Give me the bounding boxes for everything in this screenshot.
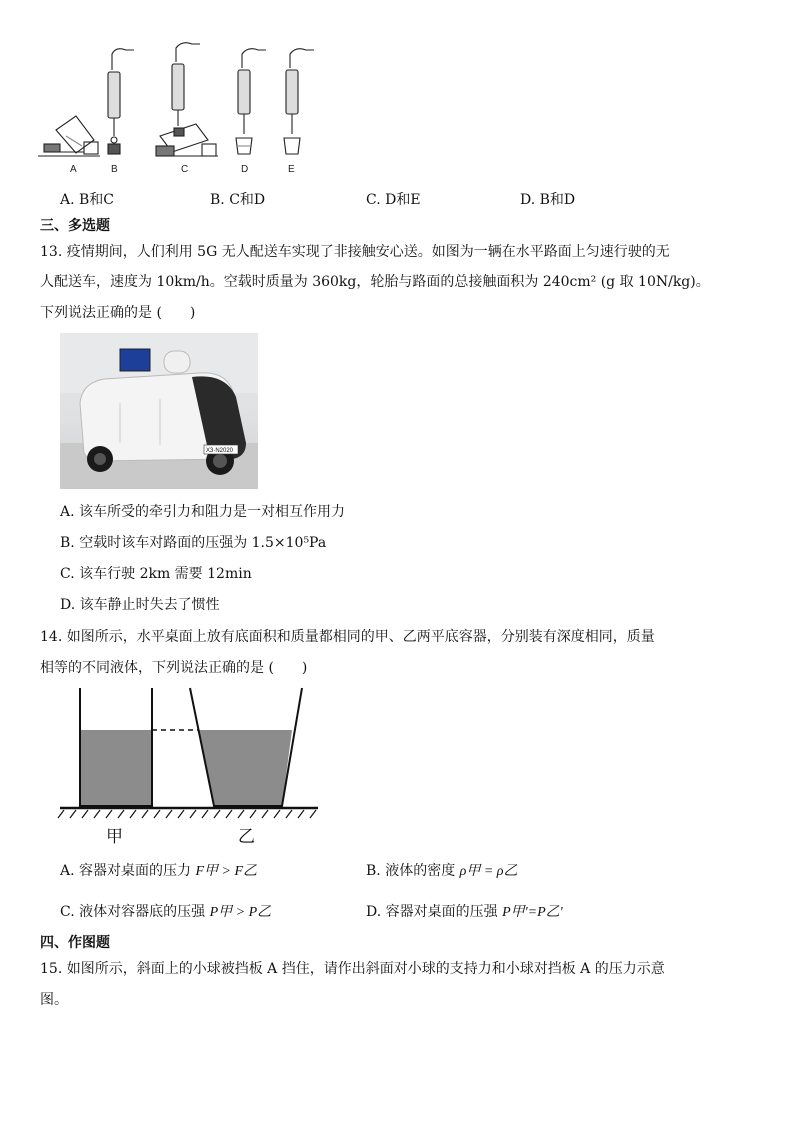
q14-option-b-text: B. 液体的密度 bbox=[366, 863, 460, 879]
q14-text-line2: 相等的不同液体，下列说法正确的是 ( ) bbox=[40, 660, 308, 676]
q12-figure bbox=[36, 40, 326, 180]
q13-text-line1: 13. 疫情期间，人们利用 5G 无人配送车实现了非接触安心送。如图为一辆在水平路面上匀速行驶的无 bbox=[40, 244, 670, 260]
license-plate: X3·N2020 bbox=[206, 448, 234, 454]
label-jia: 甲 bbox=[106, 827, 123, 847]
fig-label-c: C bbox=[181, 164, 189, 175]
q14-option-c bbox=[60, 903, 271, 922]
q12-option-a: A. B和C bbox=[60, 192, 115, 208]
q12-option-c: C. D和E bbox=[366, 192, 421, 208]
q14-option-a bbox=[60, 862, 257, 881]
q14-option-d bbox=[366, 903, 563, 922]
delivery-vehicle-photo bbox=[60, 333, 258, 489]
fig-label-e: E bbox=[288, 164, 295, 175]
q14-option-d-text: D. 容器对桌面的压强 bbox=[366, 904, 503, 920]
section-title-drawing: 四、作图题 bbox=[40, 935, 110, 951]
label-yi: 乙 bbox=[238, 827, 255, 847]
fig-label-a: A bbox=[70, 164, 77, 175]
fig-label-b: B bbox=[111, 164, 118, 175]
q14-option-b-formula: ρ甲 = ρ乙 bbox=[459, 864, 518, 879]
q13-option-b: B. 空载时该车对路面的压强为 1.5×10⁵Pa bbox=[60, 535, 327, 551]
q15-text-line1: 15. 如图所示，斜面上的小球被挡板 A 挡住，请作出斜面对小球的支持力和小球对挡板 A 的压力示意 bbox=[40, 961, 665, 977]
q13-option-d: D. 该车静止时失去了惯性 bbox=[60, 597, 220, 613]
fig-label-d: D bbox=[241, 164, 249, 175]
q14-option-b bbox=[366, 862, 518, 881]
q14-option-c-formula: P甲 > P乙 bbox=[209, 905, 272, 920]
q13-option-c: C. 该车行驶 2km 需要 12min bbox=[60, 566, 252, 582]
q14-option-a-text: A. 容器对桌面的压力 bbox=[60, 863, 196, 879]
q14-option-c-text: C. 液体对容器底的压强 bbox=[60, 904, 210, 920]
section-title-multiple-choice: 三、多选题 bbox=[40, 218, 110, 234]
q14-option-d-formula: P甲'=P乙' bbox=[502, 905, 563, 920]
q14-text-line1: 14. 如图所示，水平桌面上放有底面积和质量都相同的甲、乙两平底容器，分别装有深度相同，质量 bbox=[40, 629, 655, 645]
q13-text-line3: 下列说法正确的是 ( ) bbox=[40, 305, 196, 321]
q12-option-d: D. B和D bbox=[520, 192, 576, 208]
q14-containers-figure bbox=[56, 686, 326, 852]
q14-option-a-formula: F甲 > F乙 bbox=[195, 864, 258, 879]
q13-text-line2: 人配送车，速度为 10km/h。空载时质量为 360kg，轮胎与路面的总接触面积为 240cm² (g 取 10N/kg)。 bbox=[40, 274, 710, 290]
q13-option-a: A. 该车所受的牵引力和阻力是一对相互作用力 bbox=[60, 504, 346, 520]
q15-text-line2: 图。 bbox=[40, 992, 68, 1008]
q12-option-b: B. C和D bbox=[210, 192, 266, 208]
